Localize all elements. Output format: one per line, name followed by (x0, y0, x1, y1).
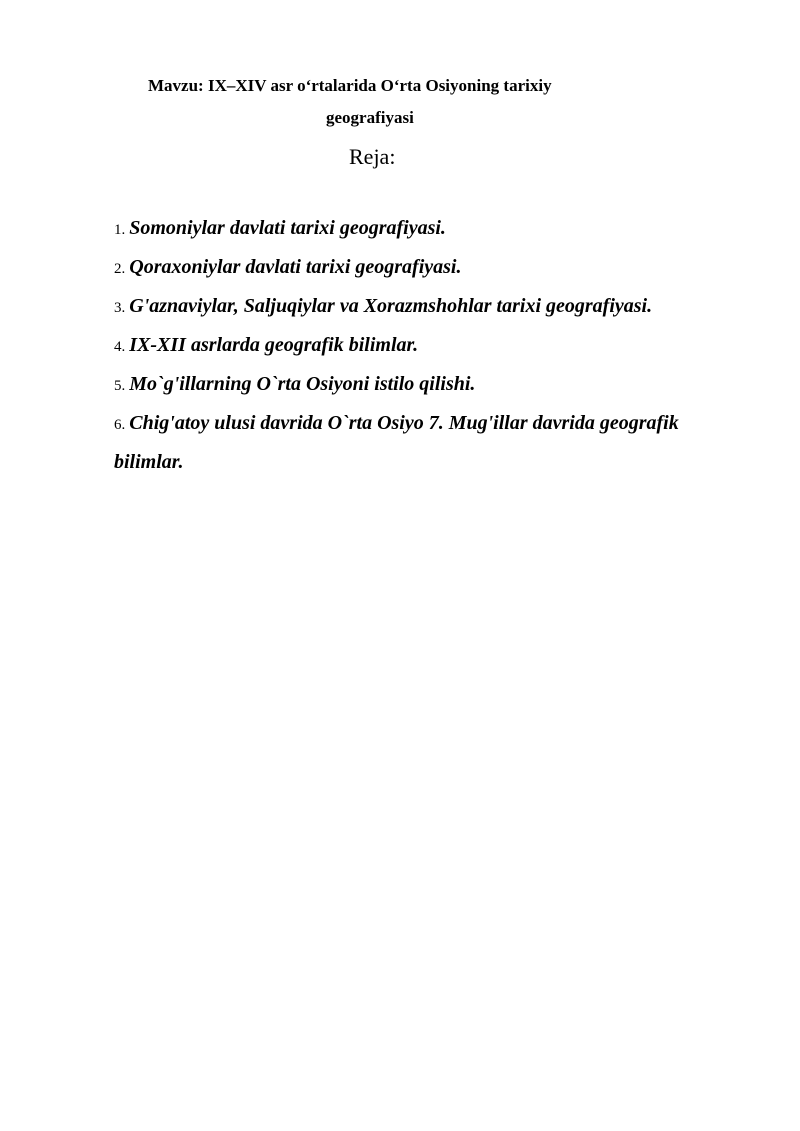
plan-item (114, 288, 734, 327)
plan-list (114, 210, 734, 481)
plan-item (114, 405, 734, 481)
plan-item-text: IX-XII asrlarda geografik bilimlar. (129, 334, 419, 356)
plan-item-text: Mo`g'illarning O`rta Osiyoni istilo qilishi. (129, 373, 476, 395)
plan-item-number: 4. (114, 339, 126, 355)
plan-item (114, 327, 734, 366)
plan-item-text: Somoniylar davlati tarixi geografiyasi. (129, 217, 446, 239)
plan-item-number: 5. (114, 378, 126, 394)
plan-item-text: Qoraxoniylar davlati tarixi geografiyasi. (129, 256, 462, 278)
plan-item-number: 1. (114, 222, 126, 238)
plan-heading: Reja: (349, 144, 396, 169)
title-line-2: geografiyasi (326, 108, 414, 127)
plan-item (114, 366, 734, 405)
plan-item (114, 249, 734, 288)
plan-item-number: 2. (114, 261, 126, 277)
plan-item (114, 210, 734, 249)
title-line-1: Mavzu: IX–XIV asr o‘rtalarida O‘rta Osiyoning tarixiy (148, 76, 552, 95)
plan-item-number: 3. (114, 300, 126, 316)
plan-item-text: Chig'atoy ulusi davrida O`rta Osiyo 7. Mug'illar davrida geografik bilimlar. (114, 412, 679, 473)
plan-item-text: G'aznaviylar, Saljuqiylar va Xorazmshohlar tarixi geografiyasi. (129, 295, 653, 317)
plan-item-number: 6. (114, 417, 126, 433)
